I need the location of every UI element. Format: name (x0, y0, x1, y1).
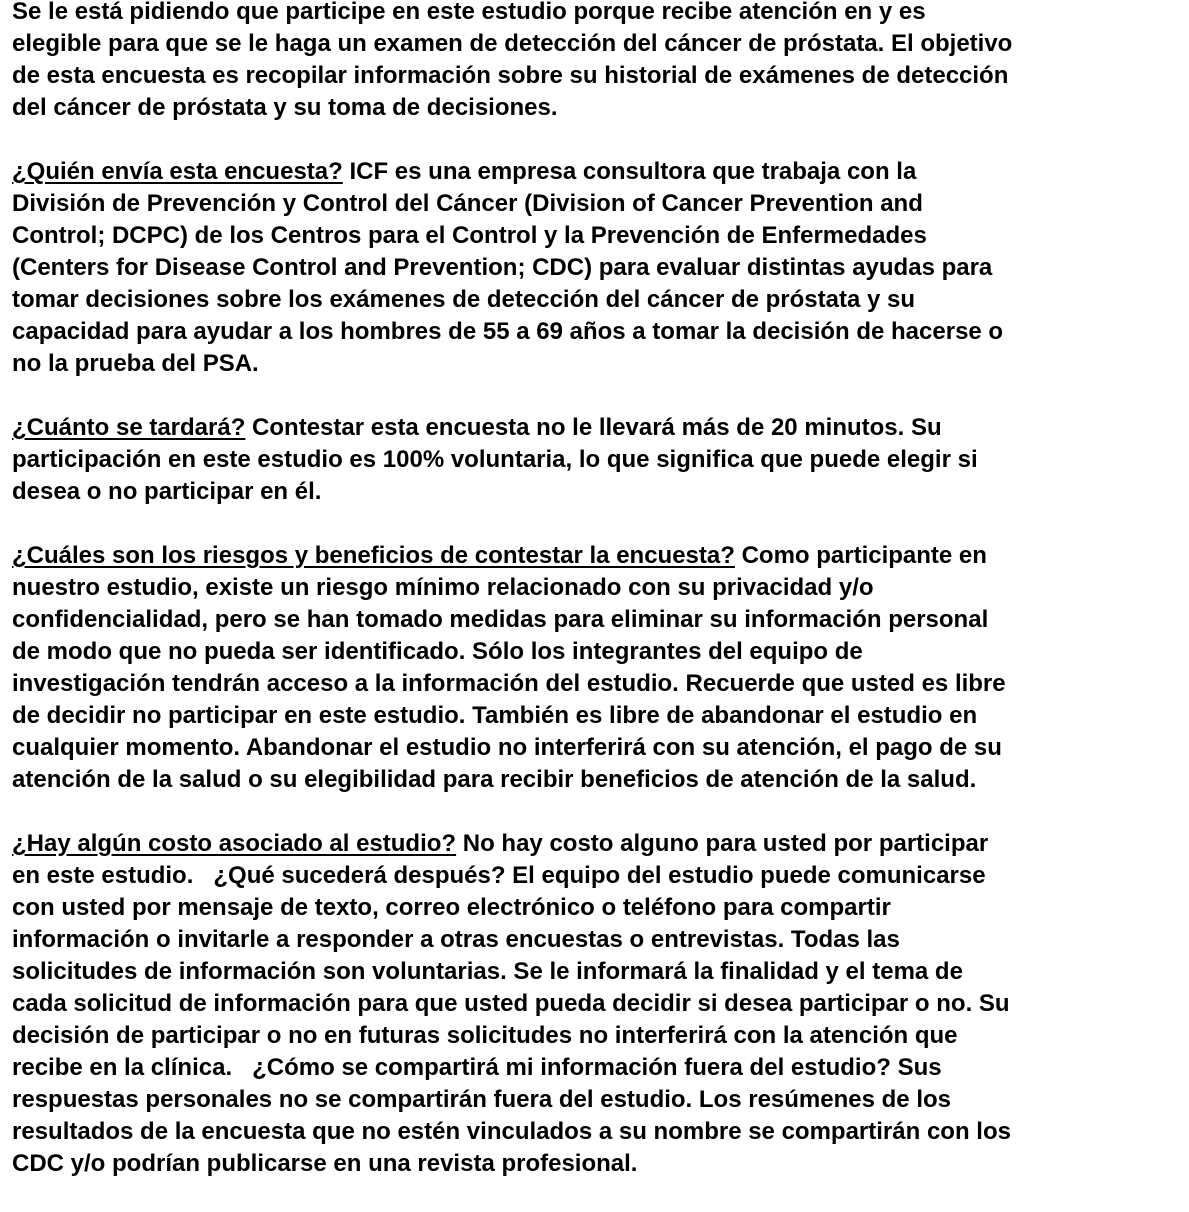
body-text: cada solicitud de información para que usted pueda decidir si desea participar o no. Su (12, 990, 1010, 1017)
body-text: Como participante en (734, 542, 987, 569)
text-line (12, 28, 1184, 60)
text-line (12, 476, 1184, 508)
body-text: Contestar esta encuesta no le llevará más de 20 minutos. Su (245, 414, 942, 441)
body-text: no la prueba del PSA. (12, 350, 259, 377)
body-text: del cáncer de próstata y su toma de decisiones. (12, 94, 558, 121)
paragraph (12, 540, 1184, 796)
text-line (12, 956, 1184, 988)
text-line (12, 444, 1184, 476)
body-text: solicitudes de información son voluntarias. Se le informará la finalidad y el tema de (12, 958, 963, 985)
paragraph (12, 0, 1184, 124)
consent-document (12, 0, 1184, 1212)
paragraph (12, 828, 1184, 1180)
text-line (12, 348, 1184, 380)
text-line (12, 988, 1184, 1020)
body-text: cualquier momento. Abandonar el estudio no interferirá con su atención, el pago de su (12, 734, 1002, 761)
text-line (12, 0, 1184, 28)
body-text: confidencialidad, pero se han tomado medidas para eliminar su información personal (12, 606, 989, 633)
body-text: resultados de la encuesta que no estén vinculados a su nombre se compartirán con los (12, 1118, 1011, 1145)
body-text: información o invitarle a responder a otras encuestas o entrevistas. Todas las (12, 926, 900, 953)
text-line (12, 892, 1184, 924)
text-line (12, 1116, 1184, 1148)
paragraph (12, 412, 1184, 508)
text-line (12, 764, 1184, 796)
text-line (12, 316, 1184, 348)
body-text: capacidad para ayudar a los hombres de 55 a 69 años a tomar la decisión de hacerse o (12, 318, 1004, 345)
body-text: recibe en la clínica. ¿Cómo se compartirá mi información fuera del estudio? Sus (12, 1054, 942, 1081)
text-line (12, 860, 1184, 892)
section-heading: ¿Hay algún costo asociado al estudio? (12, 830, 457, 857)
body-text: de modo que no pueda ser identificado. Sólo los integrantes del equipo de (12, 638, 863, 665)
text-line (12, 220, 1184, 252)
text-line (12, 700, 1184, 732)
body-text: investigación tendrán acceso a la información del estudio. Recuerde que usted es libre (12, 670, 1006, 697)
text-line (12, 188, 1184, 220)
text-line (12, 1148, 1184, 1180)
section-heading: ¿Cuáles son los riesgos y beneficios de contestar la encuesta? (12, 542, 735, 569)
text-line (12, 668, 1184, 700)
body-text: ICF es una empresa consultora que trabaja con la (342, 158, 917, 185)
text-line (12, 828, 1184, 860)
body-text: respuestas personales no se compartirán fuera del estudio. Los resúmenes de los (12, 1086, 951, 1113)
text-line (12, 1084, 1184, 1116)
text-line (12, 572, 1184, 604)
text-line (12, 636, 1184, 668)
text-line (12, 540, 1184, 572)
body-text: decisión de participar o no en futuras solicitudes no interferirá con la atención que (12, 1022, 958, 1049)
section-heading: ¿Quién envía esta encuesta? (12, 158, 343, 185)
body-text: de decidir no participar en este estudio. También es libre de abandonar el estudio en (12, 702, 978, 729)
body-text: desea o no participar en él. (12, 478, 322, 505)
body-text: nuestro estudio, existe un riesgo mínimo relacionado con su privacidad y/o (12, 574, 874, 601)
body-text: de esta encuesta es recopilar información sobre su historial de exámenes de detección (12, 62, 1009, 89)
text-line (12, 92, 1184, 124)
paragraph (12, 156, 1184, 380)
text-line (12, 1052, 1184, 1084)
body-text: División de Prevención y Control del Cáncer (Division of Cancer Prevention and (12, 190, 923, 217)
text-line (12, 252, 1184, 284)
body-text: Control; DCPC) de los Centros para el Control y la Prevención de Enfermedades (12, 222, 927, 249)
text-line (12, 284, 1184, 316)
body-text: con usted por mensaje de texto, correo electrónico o teléfono para compartir (12, 894, 891, 921)
body-text: (Centers for Disease Control and Prevention; CDC) para evaluar distintas ayudas para (12, 254, 993, 281)
section-heading: ¿Cuánto se tardará? (12, 414, 246, 441)
text-line (12, 732, 1184, 764)
body-text: participación en este estudio es 100% voluntaria, lo que significa que puede elegir si (12, 446, 978, 473)
text-line (12, 1020, 1184, 1052)
body-text: en este estudio. ¿Qué sucederá después? El equipo del estudio puede comunicarse (12, 862, 986, 889)
text-line (12, 156, 1184, 188)
body-text: atención de la salud o su elegibilidad para recibir beneficios de atención de la salud. (12, 766, 977, 793)
text-line (12, 60, 1184, 92)
body-text: elegible para que se le haga un examen de detección del cáncer de próstata. El objetivo (12, 30, 1013, 57)
body-text: Se le está pidiendo que participe en este estudio porque recibe atención en y es (12, 0, 926, 25)
body-text: CDC y/o podrían publicarse en una revista profesional. (12, 1150, 638, 1177)
body-text: tomar decisiones sobre los exámenes de detección del cáncer de próstata y su (12, 286, 916, 313)
text-line (12, 412, 1184, 444)
text-line (12, 604, 1184, 636)
text-line (12, 924, 1184, 956)
body-text: No hay costo alguno para usted por participar (456, 830, 989, 857)
